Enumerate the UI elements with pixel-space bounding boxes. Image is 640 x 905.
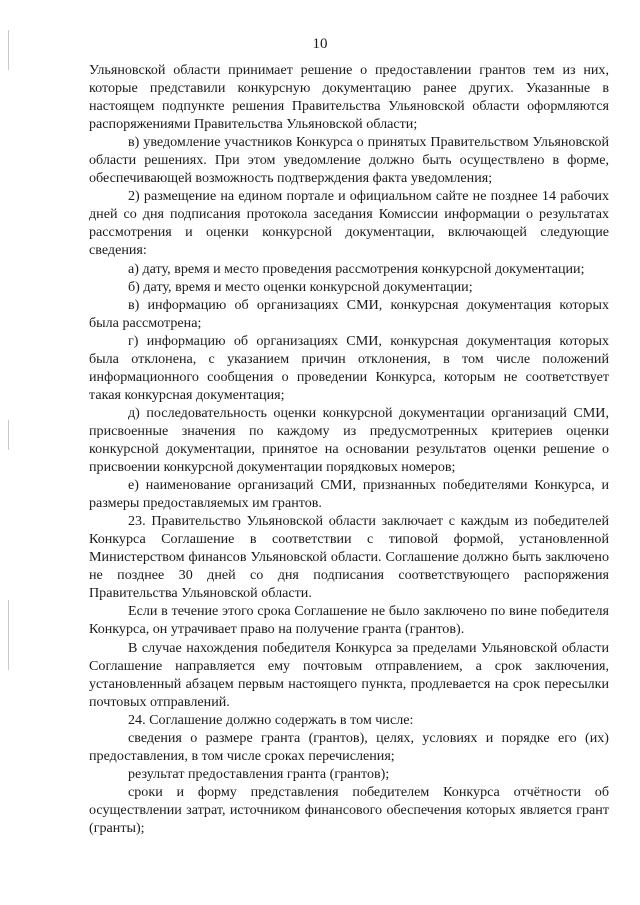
page-number: 10 — [312, 36, 328, 52]
paragraph: д) последовательность оценки конкурсной документации организаций СМИ, присвоенные значения по каждому из предусмотренных критериев оценки конкурсной документации, принятое на основании результатов оценки решение о присвоении конкурсной документации порядковых номеров; — [89, 404, 609, 476]
paragraph: В случае нахождения победителя Конкурса за пределами Ульяновской области Соглашение направляется ему почтовым отправлением, а срок заключения, установленный абзацем первым настоящего пункта, продлевается на срок пересылки почтовых отправлений. — [89, 639, 609, 710]
paragraph: Если в течение этого срока Соглашение не было заключено по вине победителя Конкурса, он утрачивает право на получение гранта (грантов). — [89, 603, 609, 638]
scan-edge-mark — [8, 600, 9, 670]
paragraph: сведения о размере гранта (грантов), целях, условиях и порядке его (их) предоставления, в том числе сроках перечисления; — [89, 729, 609, 764]
paragraph: г) информацию об организациях СМИ, конкурсная документация которых была отклонена, с указанием причин отклонения, в том числе положений информационного сообщения о проведении Конкурса, которым не соответствует такая конкурсная документация; — [89, 332, 609, 403]
paragraph: результат предоставления гранта (грантов); — [128, 765, 390, 782]
scan-edge-mark — [8, 420, 9, 450]
paragraph: 23. Правительство Ульяновской области заключает с каждым из победителей Конкурса Соглашение в соответствии с типовой формой, установленной Министерством финансов Ульяновской области. Соглашение должно быть заключено не позднее 30 дней со дня подписания соответствующего распоряжения Правительства Ульяновской области. — [89, 513, 609, 602]
paragraph: сроки и форму представления победителем Конкурса отчётности об осуществлении затрат, источником финансового обеспечения которых является грант (гранты); — [89, 783, 609, 836]
paragraph: а) дату, время и место проведения рассмотрения конкурсной документации; — [128, 260, 585, 277]
document-body — [89, 61, 609, 837]
paragraph: Ульяновской области принимает решение о предоставлении грантов тем из них, которые представили конкурсную документацию ранее других. Указанные в настоящем подпункте решения Правительства Ульяновской области оформляются распоряжениями Правительства Ульяновской области; — [89, 62, 609, 133]
paragraph: в) информацию об организациях СМИ, конкурсная документация которых была рассмотрена; — [89, 296, 609, 331]
paragraph: 24. Соглашение должно содержать в том числе: — [128, 711, 414, 728]
paragraph: 2) размещение на едином портале и официальном сайте не позднее 14 рабочих дней со дня подписания протокола заседания Комиссии информации о результатах рассмотрения и оценки конкурсной документации, включающей следующие сведения: — [89, 188, 609, 259]
paragraph: в) уведомление участников Конкурса о принятых Правительством Ульяновской области решениях. При этом уведомление должно быть осуществлено в форме, обеспечивающей возможность подтверждения факта уведомления; — [89, 134, 609, 187]
paragraph: е) наименование организаций СМИ, признанных победителями Конкурса, и размеры предоставляемых им грантов. — [89, 477, 609, 512]
paragraph: б) дату, время и место оценки конкурсной документации; — [128, 278, 473, 295]
